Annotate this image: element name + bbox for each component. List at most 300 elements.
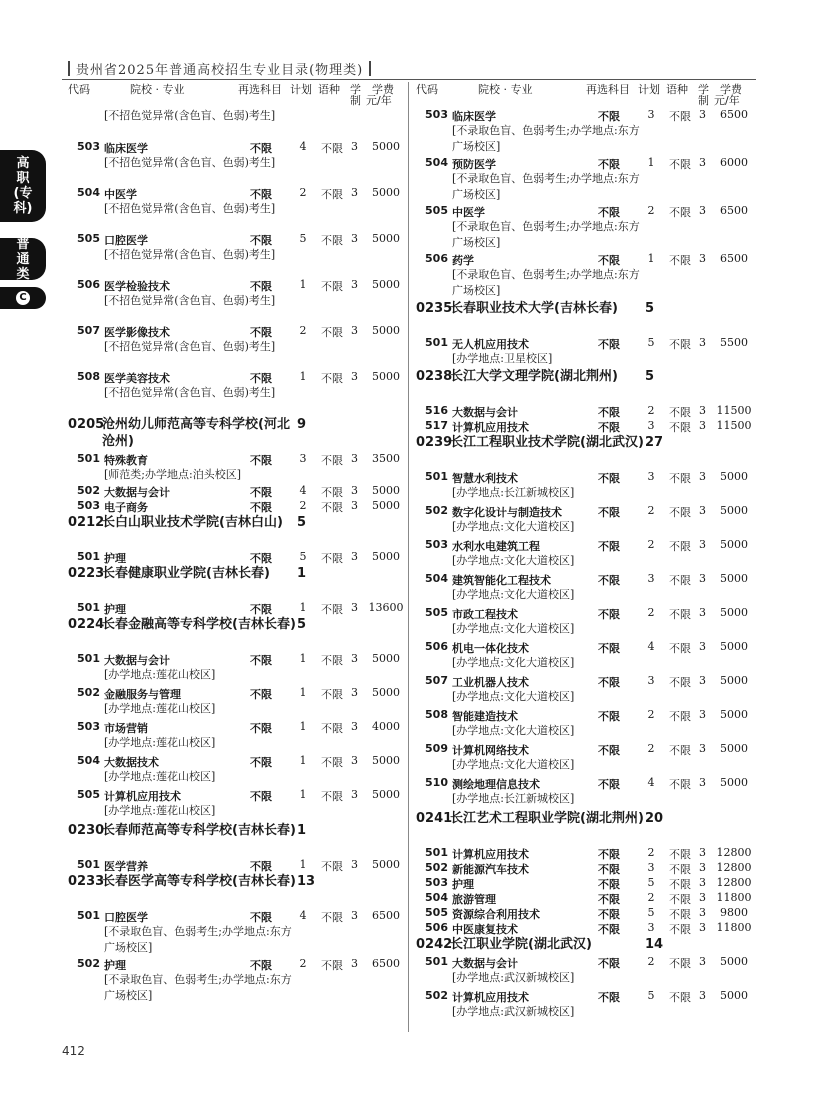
col-header-plan: 计划: [290, 83, 312, 96]
major-duration: 3: [699, 921, 706, 934]
major-language: 不限: [669, 110, 691, 123]
major-name: 医学营养: [104, 860, 148, 873]
major-subjects: 不限: [250, 280, 272, 293]
major-row: [416, 336, 756, 368]
major-plan: 1: [299, 858, 307, 871]
major-plan: 4: [647, 640, 655, 653]
major-code: 501: [77, 452, 100, 465]
col-header-code: 代码: [68, 83, 90, 96]
school-row: [68, 514, 408, 550]
major-duration: 3: [351, 858, 358, 871]
major-note: [师范类;办学地点:泊头校区]: [104, 468, 241, 481]
major-row: [68, 652, 408, 686]
major-row: [68, 278, 408, 324]
school-total-plan: 1: [297, 823, 307, 838]
major-fee: 5000: [372, 370, 400, 383]
side-tab-char: 普: [16, 236, 30, 252]
major-name: 中医学: [104, 188, 137, 201]
major-code: 504: [77, 186, 100, 199]
major-plan: 2: [647, 204, 655, 217]
major-duration: 3: [351, 652, 358, 665]
school-total-plan: 1: [297, 566, 307, 581]
school-code: 0205: [68, 417, 105, 432]
right-entry-list: [416, 108, 756, 1023]
major-fee: 5000: [372, 686, 400, 699]
major-language: 不限: [321, 654, 343, 667]
major-language: 不限: [321, 860, 343, 873]
major-name: 金融服务与管理: [104, 688, 181, 701]
major-duration: 3: [351, 324, 358, 337]
major-note: [不录取色盲、色弱考生;办学地点:东方广场校区]: [104, 925, 292, 954]
major-duration: 3: [699, 204, 706, 217]
major-note: [办学地点:文化大道校区]: [452, 622, 575, 635]
major-subjects: 不限: [598, 908, 620, 921]
major-language: 不限: [669, 406, 691, 419]
major-row: [416, 742, 756, 776]
school-name: 长江艺术工程职业学院(湖北荆州): [450, 811, 644, 826]
major-plan: 1: [299, 601, 307, 614]
school-name: 长江职业学院(湖北武汉): [450, 937, 592, 952]
major-plan: 3: [647, 108, 655, 121]
major-code: 505: [425, 606, 448, 619]
major-plan: 2: [299, 324, 307, 337]
major-subjects: 不限: [598, 421, 620, 434]
major-subjects: 不限: [598, 878, 620, 891]
major-plan: 2: [299, 957, 307, 970]
major-language: 不限: [321, 756, 343, 769]
major-duration: 3: [351, 754, 358, 767]
major-code: 503: [425, 108, 448, 121]
major-name: 计算机应用技术: [452, 991, 529, 1004]
major-name: 中医康复技术: [452, 923, 518, 936]
major-row: [416, 252, 756, 300]
major-code: 501: [425, 470, 448, 483]
major-row: [68, 452, 408, 484]
major-subjects: 不限: [250, 860, 272, 873]
school-total-plan: 5: [645, 369, 655, 384]
major-duration: 3: [699, 708, 706, 721]
major-code: 502: [77, 957, 100, 970]
side-tab-vocational: [0, 150, 46, 222]
major-plan: 2: [647, 504, 655, 517]
major-note: [办学地点:武汉新城校区]: [452, 1005, 575, 1018]
major-subjects: 不限: [598, 893, 620, 906]
major-fee: 5000: [720, 470, 748, 483]
major-subjects: 不限: [598, 338, 620, 351]
major-code: 505: [77, 232, 100, 245]
major-code: 501: [425, 846, 448, 859]
major-plan: 3: [647, 572, 655, 585]
major-name: 口腔医学: [104, 911, 148, 924]
major-language: 不限: [669, 254, 691, 267]
major-note: [办学地点:长江新城校区]: [452, 792, 575, 805]
page-number: 412: [62, 1044, 85, 1058]
major-row: [416, 891, 756, 906]
major-subjects: 不限: [250, 552, 272, 565]
major-language: 不限: [669, 608, 691, 621]
major-row: [68, 232, 408, 278]
side-tab-char: (专: [13, 186, 33, 201]
major-note: [办学地点:文化大道校区]: [452, 758, 575, 771]
major-fee: 9800: [720, 906, 748, 919]
major-language: 不限: [321, 790, 343, 803]
major-duration: 3: [351, 186, 358, 199]
major-subjects: 不限: [598, 848, 620, 861]
major-language: 不限: [669, 863, 691, 876]
major-duration: 3: [699, 989, 706, 1002]
major-row: [416, 640, 756, 674]
col-header-dur: 学: [698, 83, 709, 96]
major-subjects: 不限: [250, 234, 272, 247]
major-name: 水利水电建筑工程: [452, 540, 540, 553]
major-subjects: 不限: [598, 206, 620, 219]
major-fee: 5000: [720, 742, 748, 755]
major-fee: 12800: [716, 846, 752, 859]
school-row: [68, 616, 408, 652]
school-row: [416, 300, 756, 336]
major-note: [不录取色盲、色弱考生;办学地点:东方广场校区]: [452, 268, 640, 297]
major-plan: 4: [299, 140, 307, 153]
major-note: [不招色觉异常(含色盲、色弱)考生]: [104, 202, 276, 215]
major-language: 不限: [669, 206, 691, 219]
side-tab-char: 高: [16, 156, 30, 171]
major-plan: 5: [647, 876, 655, 889]
major-note: [不招色觉异常(含色盲、色弱)考生]: [104, 340, 276, 353]
major-plan: 1: [299, 686, 307, 699]
col-header-dur: 学: [350, 83, 361, 96]
major-duration: 3: [351, 499, 358, 512]
major-language: 不限: [321, 501, 343, 514]
major-row: [416, 572, 756, 606]
col-header-school-major: 院校 · 专业: [478, 83, 533, 96]
major-row: [68, 957, 408, 1005]
major-name: 大数据与会计: [452, 406, 518, 419]
school-name: 长春健康职业学院(吉林长春): [102, 566, 270, 581]
col-header-lang: 语种: [318, 83, 340, 96]
major-fee: 3500: [372, 452, 400, 465]
major-code: 505: [425, 204, 448, 217]
major-name: 医学影像技术: [104, 326, 170, 339]
major-language: 不限: [321, 372, 343, 385]
major-subjects: 不限: [598, 472, 620, 485]
major-subjects: 不限: [598, 254, 620, 267]
major-plan: 1: [299, 370, 307, 383]
major-language: 不限: [669, 574, 691, 587]
major-row: [68, 720, 408, 754]
major-plan: 2: [299, 186, 307, 199]
major-note: [办学地点:卫星校区]: [452, 352, 553, 365]
major-fee: 6500: [720, 204, 748, 217]
major-name: 大数据与会计: [104, 486, 170, 499]
major-subjects: 不限: [598, 540, 620, 553]
major-code: 501: [77, 858, 100, 871]
major-code: 501: [77, 550, 100, 563]
major-code: 502: [425, 861, 448, 874]
major-subjects: 不限: [598, 608, 620, 621]
major-fee: 5000: [720, 640, 748, 653]
major-subjects: 不限: [598, 574, 620, 587]
major-code: 506: [425, 921, 448, 934]
major-subjects: 不限: [598, 158, 620, 171]
major-language: 不限: [669, 676, 691, 689]
right-column: [416, 82, 756, 1023]
major-row: [416, 846, 756, 861]
school-code: 0241: [416, 811, 453, 826]
major-code: 506: [425, 252, 448, 265]
major-name: 口腔医学: [104, 234, 148, 247]
school-row: [68, 822, 408, 858]
col-header-school-major: 院校 · 专业: [130, 83, 185, 96]
major-duration: 3: [699, 876, 706, 889]
header: [62, 58, 377, 78]
major-name: 医学检验技术: [104, 280, 170, 293]
major-fee: 5000: [372, 278, 400, 291]
major-fee: 11500: [716, 419, 752, 432]
school-code: 0238: [416, 369, 453, 384]
major-note: [不招色觉异常(含色盲、色弱)考生]: [104, 248, 276, 261]
col-header-subjects: 再选科目: [238, 83, 282, 96]
major-language: 不限: [669, 893, 691, 906]
major-plan: 1: [647, 252, 655, 265]
major-subjects: 不限: [250, 722, 272, 735]
school-name: 沧州幼儿师范高等专科学校(河北沧州): [102, 417, 290, 449]
major-fee: 5500: [720, 336, 748, 349]
major-language: 不限: [669, 472, 691, 485]
major-fee: 5000: [372, 858, 400, 871]
major-plan: 1: [299, 720, 307, 733]
major-code: 501: [77, 909, 100, 922]
major-fee: 5000: [372, 484, 400, 497]
major-duration: 3: [699, 504, 706, 517]
major-row: [68, 550, 408, 565]
major-plan: 3: [647, 470, 655, 483]
major-row: [68, 484, 408, 499]
major-plan: 2: [299, 499, 307, 512]
major-row: [416, 470, 756, 504]
school-total-plan: 9: [297, 417, 307, 432]
school-total-plan: 5: [297, 617, 307, 632]
major-note: [不招色觉异常(含色盲、色弱)考生]: [104, 156, 276, 169]
school-total-plan: 5: [297, 515, 307, 530]
major-duration: 3: [699, 108, 706, 121]
major-duration: 3: [351, 909, 358, 922]
major-note: [办学地点:莲花山校区]: [104, 702, 216, 715]
major-row: [68, 186, 408, 232]
major-row: [416, 504, 756, 538]
major-language: 不限: [669, 540, 691, 553]
major-subjects: 不限: [250, 326, 272, 339]
major-name: 护理: [452, 878, 474, 891]
major-note: [办学地点:长江新城校区]: [452, 486, 575, 499]
major-note: [不录取色盲、色弱考生;办学地点:东方广场校区]: [452, 124, 640, 153]
major-language: 不限: [669, 506, 691, 519]
major-fee: 13600: [368, 601, 404, 614]
major-code: 510: [425, 776, 448, 789]
column-header: [416, 82, 756, 108]
major-duration: 3: [351, 232, 358, 245]
major-code: 516: [425, 404, 448, 417]
major-duration: 3: [351, 370, 358, 383]
major-code: 504: [425, 572, 448, 585]
major-duration: 3: [699, 606, 706, 619]
major-language: 不限: [669, 991, 691, 1004]
major-name: 中医学: [452, 206, 485, 219]
major-row: [416, 108, 756, 156]
major-name: 计算机应用技术: [104, 790, 181, 803]
major-name: 大数据与会计: [104, 654, 170, 667]
major-plan: 2: [647, 742, 655, 755]
major-code: 517: [425, 419, 448, 432]
major-code: 503: [77, 140, 100, 153]
major-row: [68, 601, 408, 616]
school-total-plan: 14: [645, 937, 664, 952]
major-row: [416, 861, 756, 876]
major-plan: 1: [299, 278, 307, 291]
major-fee: 12800: [716, 876, 752, 889]
major-code: 501: [425, 955, 448, 968]
major-name: 计算机应用技术: [452, 848, 529, 861]
major-language: 不限: [669, 848, 691, 861]
major-row: [416, 156, 756, 204]
major-name: 预防医学: [452, 158, 496, 171]
major-plan: 3: [647, 419, 655, 432]
major-row: [416, 538, 756, 572]
school-code: 0242: [416, 937, 453, 952]
major-fee: 6000: [720, 156, 748, 169]
major-row: [416, 989, 756, 1023]
major-duration: 3: [699, 252, 706, 265]
major-code: 501: [77, 601, 100, 614]
major-language: 不限: [669, 338, 691, 351]
major-code: 502: [77, 484, 100, 497]
major-language: 不限: [321, 280, 343, 293]
major-duration: 3: [351, 788, 358, 801]
major-name: 临床医学: [452, 110, 496, 123]
major-duration: 3: [351, 601, 358, 614]
major-duration: 3: [699, 861, 706, 874]
school-total-plan: 27: [645, 435, 664, 450]
major-row: [416, 404, 756, 419]
major-plan: 4: [647, 776, 655, 789]
major-row: [68, 370, 408, 416]
major-row: [416, 708, 756, 742]
major-code: 504: [425, 891, 448, 904]
side-tab-char: 类: [16, 266, 30, 282]
major-fee: 5000: [720, 674, 748, 687]
major-duration: 3: [699, 538, 706, 551]
major-name: 计算机网络技术: [452, 744, 529, 757]
major-duration: 3: [699, 419, 706, 432]
major-note: [办学地点:文化大道校区]: [452, 656, 575, 669]
major-language: 不限: [321, 326, 343, 339]
major-plan: 1: [299, 652, 307, 665]
major-duration: 3: [699, 336, 706, 349]
major-code: 508: [77, 370, 100, 383]
major-note: [不录取色盲、色弱考生;办学地点:东方广场校区]: [452, 220, 640, 249]
major-row: [416, 606, 756, 640]
major-language: 不限: [321, 454, 343, 467]
major-duration: 3: [699, 572, 706, 585]
school-code: 0230: [68, 823, 105, 838]
col-header-fee: 学费: [372, 83, 394, 96]
school-name: 长春金融高等专科学校(吉林长春): [102, 617, 296, 632]
major-plan: 1: [299, 788, 307, 801]
major-note: [办学地点:文化大道校区]: [452, 724, 575, 737]
header-rule: [62, 79, 756, 80]
major-plan: 4: [299, 484, 307, 497]
major-fee: 5000: [372, 140, 400, 153]
major-fee: 5000: [720, 538, 748, 551]
major-plan: 5: [299, 232, 307, 245]
major-language: 不限: [669, 642, 691, 655]
major-subjects: 不限: [250, 603, 272, 616]
major-plan: 1: [299, 754, 307, 767]
major-note: [不录取色盲、色弱考生;办学地点:东方广场校区]: [104, 973, 292, 1002]
major-fee: 5000: [720, 955, 748, 968]
school-code: 0233: [68, 874, 105, 889]
major-code: 506: [77, 278, 100, 291]
major-duration: 3: [351, 484, 358, 497]
column-header: [68, 82, 408, 108]
major-duration: 3: [699, 470, 706, 483]
major-fee: 5000: [372, 324, 400, 337]
major-name: 资源综合利用技术: [452, 908, 540, 921]
major-subjects: 不限: [250, 654, 272, 667]
major-plan: 5: [647, 336, 655, 349]
major-code: 504: [425, 156, 448, 169]
major-note: [办学地点:文化大道校区]: [452, 588, 575, 601]
major-language: 不限: [669, 923, 691, 936]
major-name: 大数据技术: [104, 756, 159, 769]
major-fee: 11800: [716, 921, 752, 934]
major-code: 505: [425, 906, 448, 919]
col-header-subjects: 再选科目: [586, 83, 630, 96]
major-code: 503: [425, 538, 448, 551]
major-subjects: 不限: [250, 142, 272, 155]
major-fee: 6500: [720, 252, 748, 265]
major-name: 护理: [104, 552, 126, 565]
major-subjects: 不限: [598, 991, 620, 1004]
major-name: 临床医学: [104, 142, 148, 155]
major-note: [办学地点:文化大道校区]: [452, 520, 575, 533]
major-note: [办学地点:文化大道校区]: [452, 690, 575, 703]
major-fee: 5000: [372, 232, 400, 245]
major-language: 不限: [669, 878, 691, 891]
school-row: [416, 810, 756, 846]
major-subjects: 不限: [250, 790, 272, 803]
major-duration: 3: [351, 452, 358, 465]
major-fee: 4000: [372, 720, 400, 733]
major-plan: 2: [647, 538, 655, 551]
header-bar-right: [369, 61, 371, 76]
major-subjects: 不限: [598, 110, 620, 123]
major-fee: 6500: [372, 909, 400, 922]
major-fee: 5000: [720, 989, 748, 1002]
major-duration: 3: [351, 278, 358, 291]
major-subjects: 不限: [250, 688, 272, 701]
major-duration: 3: [699, 891, 706, 904]
major-name: 旅游管理: [452, 893, 496, 906]
major-language: 不限: [669, 158, 691, 171]
major-row: [416, 876, 756, 891]
major-name: 建筑智能化工程技术: [452, 574, 551, 587]
school-code: 0224: [68, 617, 105, 632]
major-plan: 4: [299, 909, 307, 922]
major-plan: 2: [647, 708, 655, 721]
major-name: 智能建造技术: [452, 710, 518, 723]
major-plan: 2: [647, 891, 655, 904]
school-row: [68, 565, 408, 601]
